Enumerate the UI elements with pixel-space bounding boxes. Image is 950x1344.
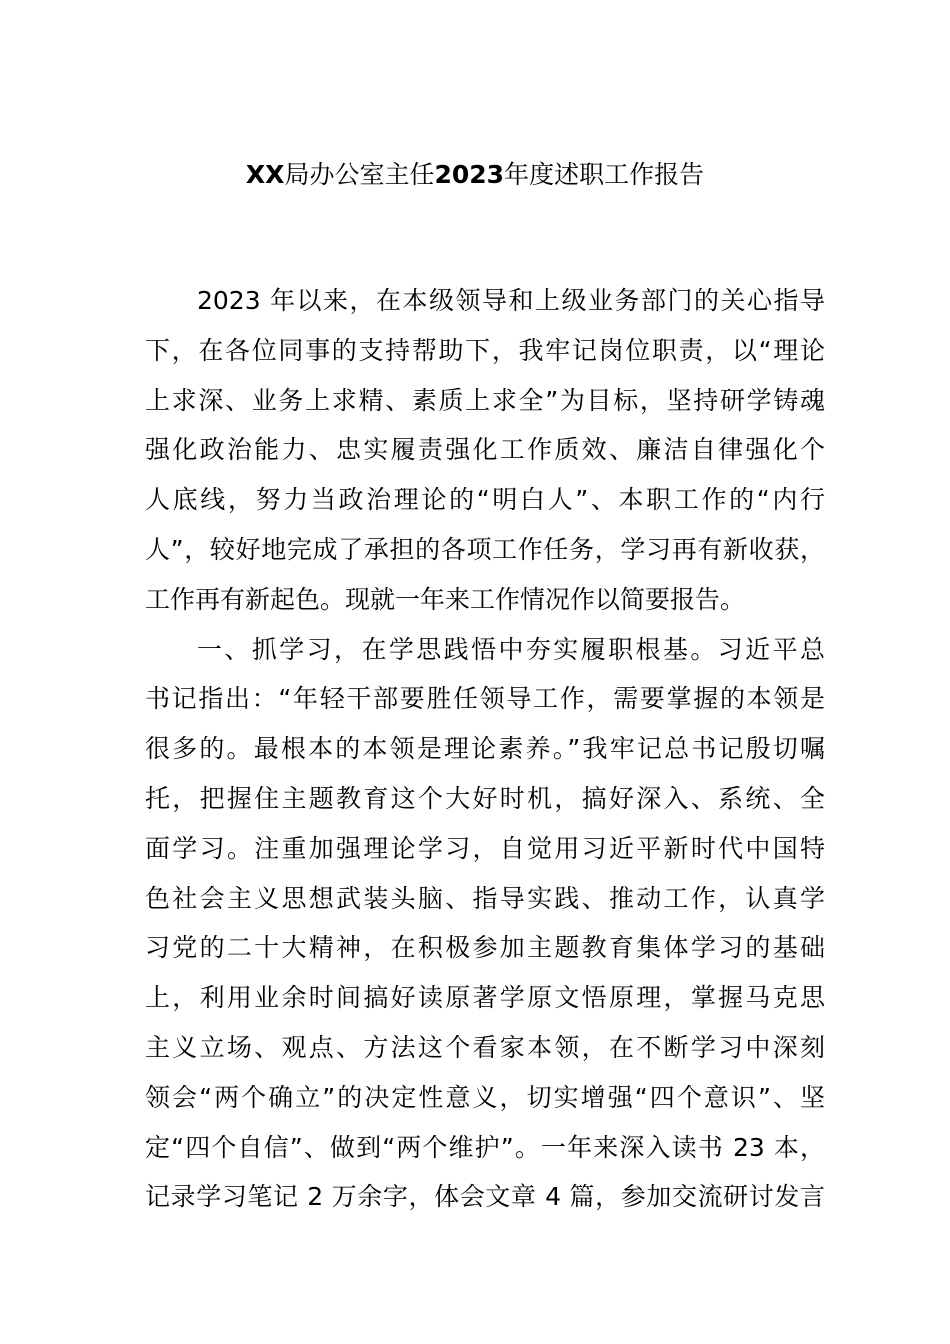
document-title (0, 157, 950, 193)
body-line: 人”，较好地完成了承担的各项工作任务，学习再有新收获， (145, 534, 825, 564)
title-suffix: 年度述职工作报告 (504, 160, 705, 189)
body-line: 面学习。注重加强理论学习，自觉用习近平新时代中国特 (145, 833, 825, 863)
body-line: 上，利用业余时间搞好读原著学原文悟原理，掌握马克思 (145, 983, 825, 1013)
body-line: 托，把握住主题教育这个大好时机，搞好深入、系统、全 (145, 783, 825, 813)
body-line: 习党的二十大精神，在积极参加主题教育集体学习的基础 (145, 933, 825, 963)
body-line: 记录学习笔记 2 万余字，体会文章 4 篇，参加交流研讨发言 (145, 1182, 825, 1212)
body-line: 领会“两个确立”的决定性意义，切实增强“四个意识”、坚 (145, 1082, 825, 1112)
body-line: 主义立场、观点、方法这个看家本领，在不断学习中深刻 (145, 1032, 825, 1062)
body-line: 上求深、业务上求精、素质上求全”为目标，坚持研学铸魂 (145, 385, 825, 415)
document-body (145, 276, 825, 1222)
title-prefix: XX (245, 160, 285, 189)
body-line: 2023 年以来，在本级领导和上级业务部门的关心指导 (197, 286, 825, 315)
body-line: 色社会主义思想武装头脑、指导实践、推动工作，认真学 (145, 883, 825, 913)
body-line: 下，在各位同事的支持帮助下，我牢记岗位职责，以“理论 (145, 335, 825, 365)
body-line: 人底线，努力当政治理论的“明白人”、本职工作的“内行 (145, 485, 825, 515)
body-line: 定“四个自信”、做到“两个维护”。一年来深入读书 23 本， (145, 1132, 825, 1162)
body-line: 强化政治能力、忠实履责强化工作质效、廉洁自律强化个 (145, 435, 825, 465)
title-mid: 局办公室主任 (284, 160, 435, 189)
body-line: 书记指出：“年轻干部要胜任领导工作，需要掌握的本领是 (145, 684, 825, 714)
body-line: 一、抓学习，在学思践悟中夯实履职根基。习近平总 (197, 634, 825, 664)
body-line: 很多的。最根本的本领是理论素养。”我牢记总书记殷切嘱 (145, 734, 825, 764)
title-year: 2023 (434, 160, 505, 189)
body-line: 工作再有新起色。现就一年来工作情况作以简要报告。 (145, 584, 746, 614)
